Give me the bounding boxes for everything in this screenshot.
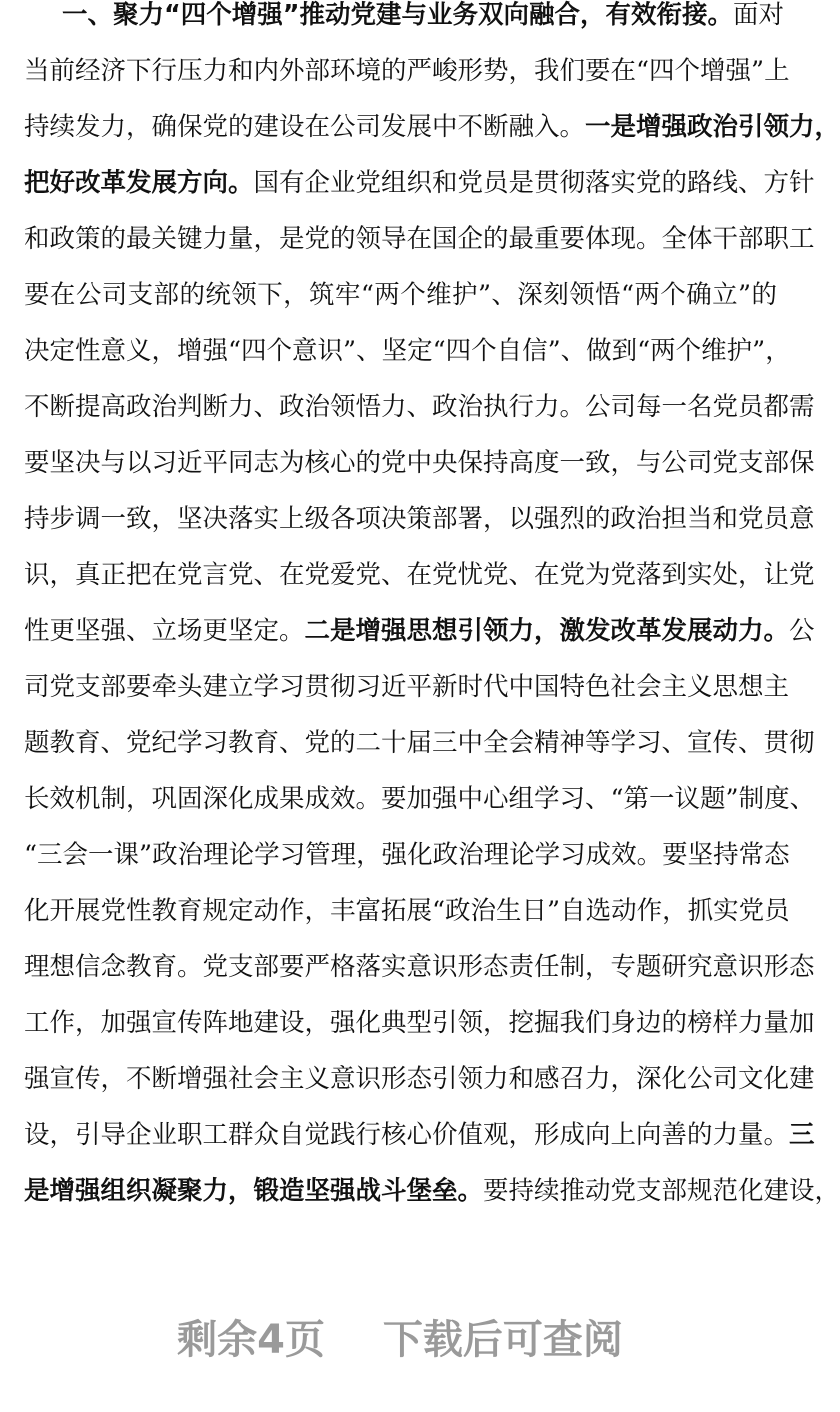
text-line bbox=[24, 659, 790, 715]
text-line bbox=[24, 0, 785, 43]
text-segment: 性更坚强、立场更坚定。 bbox=[24, 616, 305, 646]
text-segment: 要在公司支部的统领下，筑牢“两个维护”、深刻领悟“两个确立”的 bbox=[24, 280, 777, 310]
text-segment: 司党支部要牵头建立学习贯彻习近平新时代中国特色社会主义思想主 bbox=[24, 672, 790, 702]
text-segment: 持步调一致，坚决落实上级各项决策部署，以强烈的政治担当和党员意 bbox=[24, 504, 815, 534]
text-line bbox=[24, 995, 815, 1051]
text-line bbox=[24, 211, 815, 267]
text-segment: 强宣传，不断增强社会主义意识形态引领力和感召力，深化公司文化建 bbox=[24, 1064, 815, 1094]
download-prompt[interactable] bbox=[0, 1308, 800, 1365]
text-line bbox=[24, 827, 790, 883]
text-line bbox=[24, 267, 777, 323]
text-segment: 化开展党性教育规定动作，丰富拓展“政治生日”自选动作，抓实党员 bbox=[24, 896, 790, 926]
text-segment: “三会一课”政治理论学习管理，强化政治理论学习成效。要坚持常态 bbox=[24, 840, 790, 870]
text-line bbox=[24, 1051, 815, 1107]
text-segment: 要持续推动党支部规范化建设， bbox=[483, 1176, 840, 1206]
text-line bbox=[24, 99, 840, 155]
text-line bbox=[24, 1107, 815, 1163]
text-line bbox=[24, 715, 815, 771]
text-segment: 识，真正把在党言党、在党爱党、在党忧党、在党为党落到实处，让党 bbox=[24, 560, 815, 590]
text-segment: 持续发力，确保党的建设在公司发展中不断融入。 bbox=[24, 112, 586, 142]
text-segment: 和政策的最关键力量，是党的领导在国企的最重要体现。全体干部职工 bbox=[24, 224, 815, 254]
text-line bbox=[24, 771, 816, 827]
text-line bbox=[24, 43, 790, 99]
remaining-pages-text: 剩余4页 bbox=[177, 1317, 325, 1363]
text-segment: 国有企业党组织和党员是贯彻落实党的路线、方针 bbox=[253, 168, 815, 198]
text-line bbox=[24, 547, 815, 603]
text-segment: 设，引导企业职工群众自觉践行核心价值观，形成向上向善的力量。 bbox=[24, 1120, 790, 1150]
text-segment: 当前经济下行压力和内外部环境的严峻形势，我们要在“四个增强”上 bbox=[24, 56, 790, 86]
text-segment: 工作，加强宣传阵地建设，强化典型引领，挖掘我们身边的榜样力量加 bbox=[24, 1008, 815, 1038]
bold-text-segment: 三 bbox=[789, 1120, 815, 1150]
text-line bbox=[24, 323, 791, 379]
bold-text-segment: 把好改革发展方向。 bbox=[24, 168, 254, 198]
bold-text-segment: 一、聚力“四个增强”推动党建与业务双向融合，有效衔接。 bbox=[62, 0, 734, 30]
text-line bbox=[24, 491, 815, 547]
text-line bbox=[24, 155, 815, 211]
text-line bbox=[24, 603, 815, 659]
bold-text-segment: 一是增强政治引领力， bbox=[585, 112, 840, 142]
text-line bbox=[24, 435, 815, 491]
text-line bbox=[24, 379, 815, 435]
text-segment: 公 bbox=[789, 616, 815, 646]
text-segment: 理想信念教育。党支部要严格落实意识形态责任制，专题研究意识形态 bbox=[24, 952, 815, 982]
text-segment: 决定性意义，增强“四个意识”、坚定“四个自信”、做到“两个维护”， bbox=[24, 336, 791, 366]
text-segment: 要坚决与以习近平同志为核心的党中央保持高度一致，与公司党支部保 bbox=[24, 448, 815, 478]
text-line bbox=[24, 939, 815, 995]
text-line bbox=[24, 1163, 840, 1219]
bold-text-segment: 是增强组织凝聚力，锻造坚强战斗堡垒。 bbox=[24, 1176, 484, 1206]
text-segment: 长效机制，巩固深化成果成效。要加强中心组学习、“第一议题”制度、 bbox=[24, 784, 816, 814]
text-segment: 不断提高政治判断力、政治领悟力、政治执行力。公司每一名党员都需 bbox=[24, 392, 815, 422]
bold-text-segment: 二是增强思想引领力，激发改革发展动力。 bbox=[304, 616, 790, 646]
text-segment: 题教育、党纪学习教育、党的二十届三中全会精神等学习、宣传、贯彻 bbox=[24, 728, 815, 758]
document-body bbox=[24, 0, 840, 1219]
text-line bbox=[24, 883, 790, 939]
text-segment: 面对 bbox=[733, 0, 785, 30]
download-to-view-text: 下载后可查阅 bbox=[382, 1317, 623, 1363]
